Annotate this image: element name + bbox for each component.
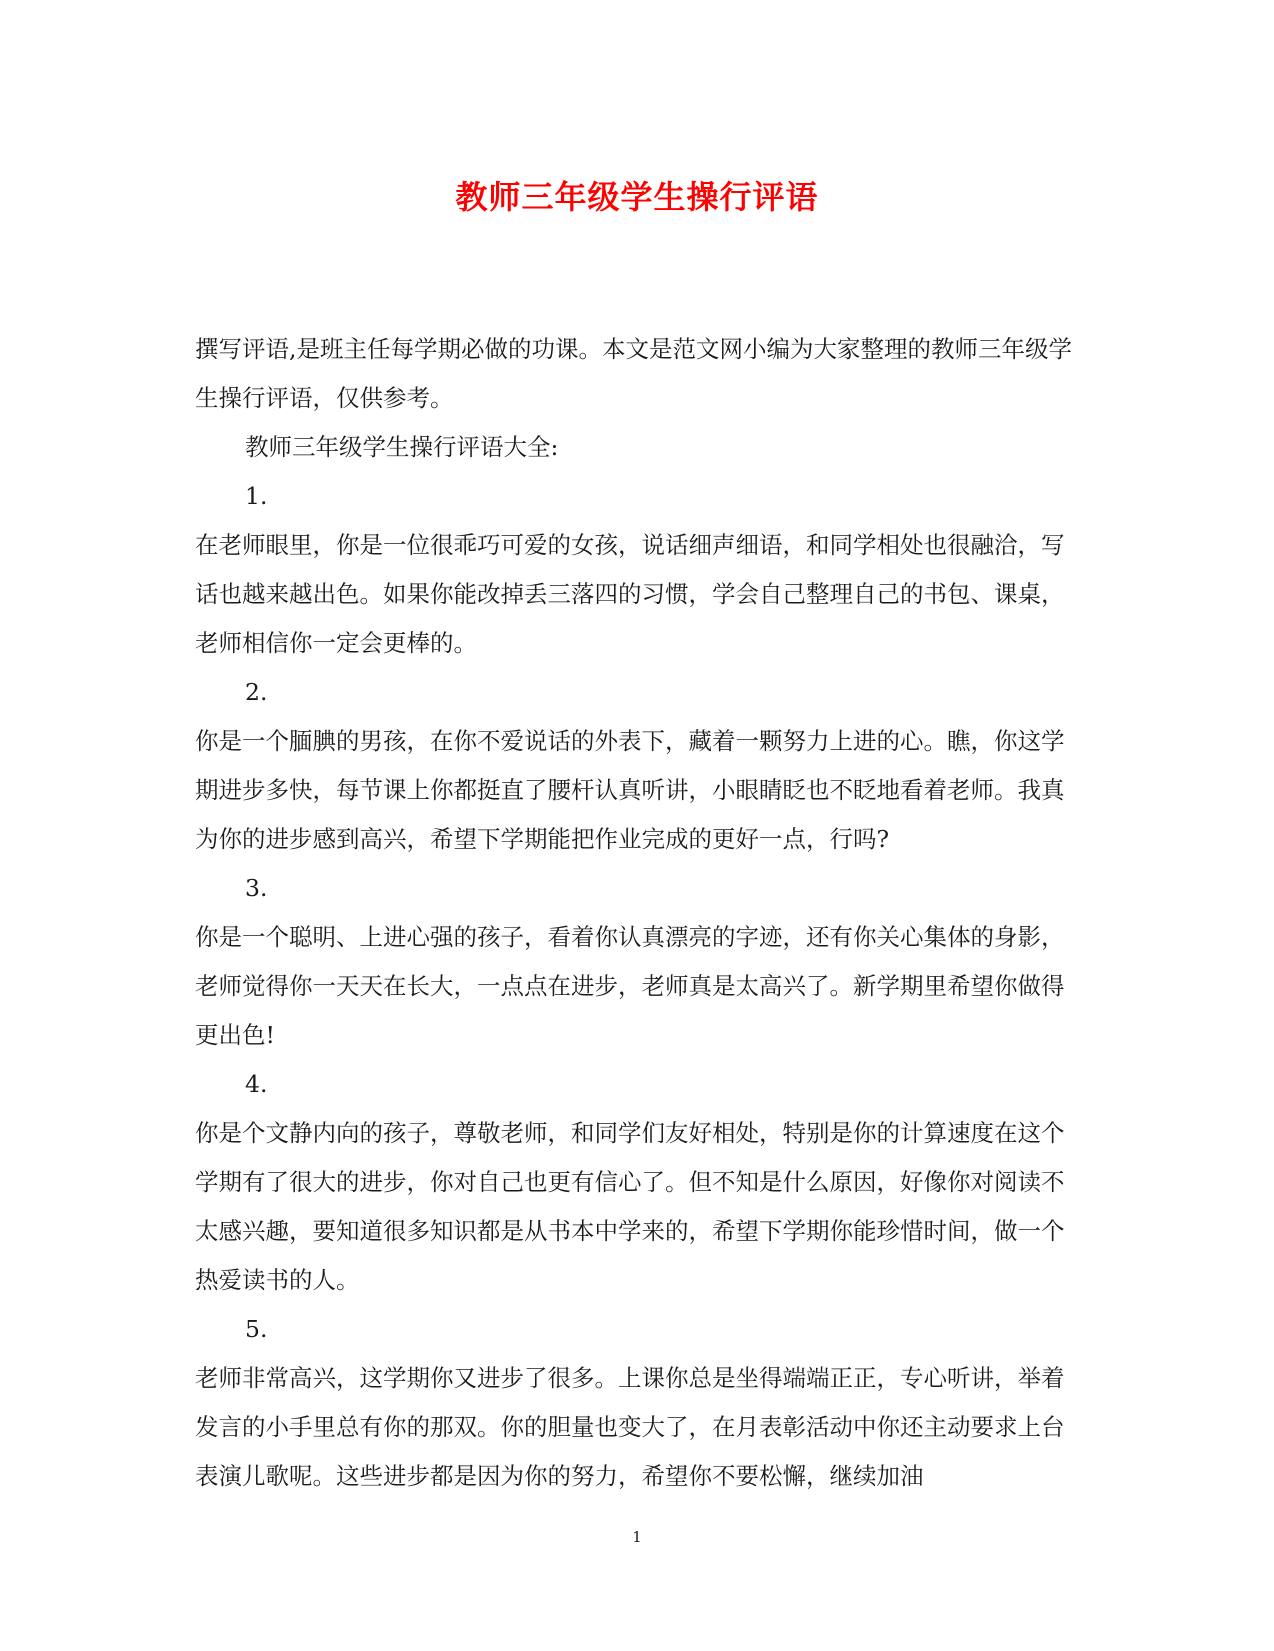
item-number: 4. <box>245 1070 268 1098</box>
item-number: 3. <box>245 874 268 902</box>
item-number: 2. <box>245 678 268 706</box>
document-body <box>195 325 1085 1501</box>
intro-paragraph: 撰写评语,是班主任每学期必做的功课。本文是范文网小编为大家整理的教师三年级学生操行评语，仅供参考。 <box>195 335 1072 412</box>
document-title: 教师三年级学生操行评语 <box>455 178 819 216</box>
item-text: 你是一个腼腆的男孩，在你不爱说话的外表下，藏着一颗努力上进的心。瞧，你这学期进步多快，每节课上你都挺直了腰杆认真听讲，小眼睛眨也不眨地看着老师。我真为你的进步感到高兴，希望下学期能把作业完成的更好一点，行吗? <box>195 727 1065 853</box>
item-number: 1. <box>245 482 268 510</box>
item-text: 你是一个聪明、上进心强的孩子，看着你认真漂亮的字迹，还有你关心集体的身影，老师觉得你一天天在长大，一点点在进步，老师真是太高兴了。新学期里希望你做得更出色! <box>195 923 1065 1049</box>
section-heading: 教师三年级学生操行评语大全: <box>245 433 559 461</box>
item-text: 在老师眼里，你是一位很乖巧可爱的女孩，说话细声细语，和同学相处也很融洽，写话也越来越出色。如果你能改掉丢三落四的习惯，学会自己整理自己的书包、课桌，老师相信你一定会更棒的。 <box>195 531 1065 657</box>
item-text: 你是个文静内向的孩子，尊敬老师，和同学们友好相处，特别是你的计算速度在这个学期有了很大的进步，你对自己也更有信心了。但不知是什么原因，好像你对阅读不太感兴趣，要知道很多知识都是从书本中学来的，希望下学期你能珍惜时间，做一个热爱读书的人。 <box>195 1119 1065 1294</box>
item-text: 老师非常高兴，这学期你又进步了很多。上课你总是坐得端端正正，专心听讲，举着发言的小手里总有你的那双。你的胆量也变大了，在月表彰活动中你还主动要求上台表演儿歌呢。这些进步都是因为你的努力，希望你不要松懈，继续加油 <box>195 1364 1065 1490</box>
page-number: 1 <box>632 1528 642 1546</box>
item-number: 5. <box>245 1315 268 1343</box>
